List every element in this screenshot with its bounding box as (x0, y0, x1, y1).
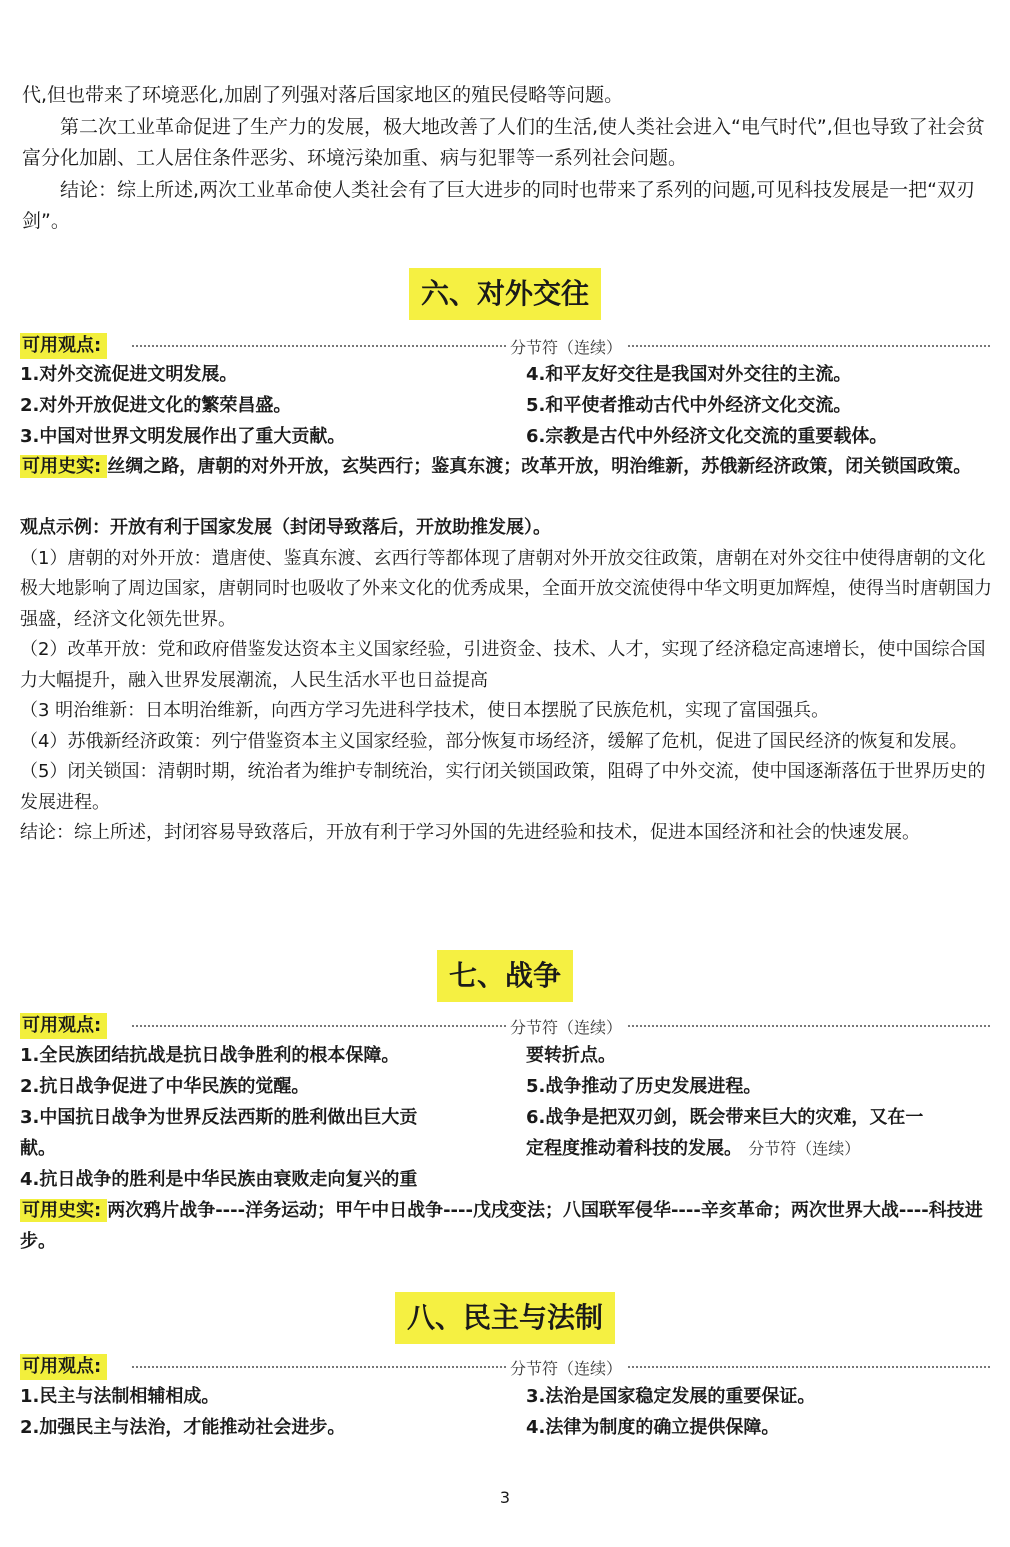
section-break-label: 分节符（连续） (506, 337, 626, 359)
viewpoint-item: 1.民主与法制相辅相成。 (20, 1386, 220, 1407)
viewpoints-label: 可用观点: (20, 1354, 107, 1380)
viewpoint-item: 6.战争是把双刃剑，既会带来巨大的灾难，又在一 (526, 1107, 924, 1128)
section-6-facts (20, 452, 992, 483)
intro-line-1: 代,但也带来了环境恶化,加剧了列强对落后国家地区的殖民侵略等问题。 (22, 84, 624, 106)
section-6-conclusion: 结论：综上所述，封闭容易导致落后，开放有利于学习外国的先进经验和技术，促进本国经济和社会的快速发展。 (20, 822, 920, 843)
viewpoint-item: 3.中国抗日战争为世界反法西斯的胜利做出巨大贡 (20, 1107, 418, 1128)
viewpoint-item: 2.加强民主与法治，才能推动社会进步。 (20, 1417, 346, 1438)
section-6-viewpoints-header (20, 333, 990, 357)
viewpoints-left-column (20, 359, 345, 452)
facts-text: 丝绸之路，唐朝的对外开放，玄奘西行；鉴真东渡；改革开放，明治维新，苏俄新经济政策，闭关锁国政策。 (107, 456, 972, 477)
viewpoint-item (526, 1133, 923, 1164)
section-break-label: 分节符（连续） (748, 1139, 861, 1158)
viewpoint-item: 4.抗日战争的胜利是中华民族由衰败走向复兴的重 (20, 1169, 418, 1190)
viewpoint-item: 5.和平使者推动古代中外经济文化交流。 (526, 395, 852, 416)
viewpoints-right-column (526, 1040, 923, 1164)
example-title: 观点示例：开放有利于国家发展（封闭导致落后，开放助推发展）。 (20, 517, 551, 538)
viewpoint-text: 定程度推动着科技的发展。 (526, 1138, 742, 1159)
viewpoint-item: 5.战争推动了历史发展进程。 (526, 1076, 762, 1097)
viewpoint-item: 4.法律为制度的确立提供保障。 (526, 1417, 780, 1438)
section-6-heading (0, 268, 1010, 320)
section-8-viewpoints (20, 1381, 990, 1446)
viewpoints-right-column (526, 1381, 815, 1443)
example-item-5: （5）闭关锁国：清朝时期，统治者为维护专制统治，实行闭关锁国政策，阻碍了中外交流，使中国逐渐落伍于世界历史的发展进程。 (20, 761, 986, 813)
viewpoint-item: 献。 (20, 1138, 56, 1159)
viewpoint-item: 4.和平友好交往是我国对外交往的主流。 (526, 364, 852, 385)
intro-text (22, 80, 992, 238)
section-6-viewpoints (20, 359, 990, 454)
intro-line-3: 结论：综上所述,两次工业革命使人类社会有了巨大进步的同时也带来了系列的问题,可见科技发展是一把“双刃剑”。 (22, 178, 975, 232)
example-item-3: （3 明治维新：日本明治维新，向西方学习先进科学技术，使日本摆脱了民族危机，实现了富国强兵。 (20, 700, 830, 721)
viewpoint-item: 3.法治是国家稳定发展的重要保证。 (526, 1386, 816, 1407)
viewpoints-left-column (20, 1040, 417, 1195)
viewpoint-item: 1.全民族团结抗战是抗日战争胜利的根本保障。 (20, 1045, 400, 1066)
viewpoint-item: 6.宗教是古代中外经济文化交流的重要载体。 (526, 426, 888, 447)
section-7-viewpoints-header (20, 1013, 990, 1037)
section-6-examples (20, 513, 992, 849)
section-7-viewpoints (20, 1040, 990, 1200)
viewpoint-item: 2.抗日战争促进了中华民族的觉醒。 (20, 1076, 310, 1097)
section-8-heading (0, 1292, 1010, 1344)
section-7-facts (20, 1196, 992, 1257)
section-break-label: 分节符（连续） (506, 1017, 626, 1039)
section-7-title: 七、战争 (437, 950, 573, 1002)
example-item-4: （4）苏俄新经济政策：列宁借鉴资本主义国家经验，部分恢复市场经济，缓解了危机，促进了国民经济的恢复和发展。 (20, 730, 968, 752)
section-break-label: 分节符（连续） (506, 1358, 626, 1380)
section-8-title: 八、民主与法制 (395, 1292, 615, 1344)
facts-label: 可用史实: (20, 455, 107, 478)
intro-line-2: 第二次工业革命促进了生产力的发展，极大地改善了人们的生活,使人类社会进入“电气时代”,但也导致了社会贫富分化加剧、工人居住条件恶劣、环境污染加重、病与犯罪等一系列社会问题。 (22, 115, 985, 169)
example-item-2: （2）改革开放：党和政府借鉴发达资本主义国家经验，引进资金、技术、人才，实现了经济稳定高速增长，使中国综合国力大幅提升，融入世界发展潮流，人民生活水平也日益提高 (20, 639, 986, 691)
viewpoint-item: 2.对外开放促进文化的繁荣昌盛。 (20, 395, 292, 416)
section-8-viewpoints-header (20, 1354, 990, 1378)
page-number: 3 (499, 1488, 511, 1507)
viewpoints-label: 可用观点: (20, 333, 107, 359)
facts-label: 可用史实: (20, 1199, 107, 1222)
viewpoints-label: 可用观点: (20, 1013, 107, 1039)
viewpoint-item: 要转折点。 (526, 1045, 616, 1066)
viewpoints-right-column (526, 359, 887, 452)
viewpoint-item: 3.中国对世界文明发展作出了重大贡献。 (20, 426, 346, 447)
viewpoint-item: 1.对外交流促进文明发展。 (20, 364, 238, 385)
viewpoints-left-column (20, 1381, 345, 1443)
facts-text: 两次鸦片战争----洋务运动；甲午中日战争----戊戌变法；八国联军侵华----辛亥革命；两次世界大战----科技进步。 (20, 1200, 983, 1252)
example-item-1: （1）唐朝的对外开放：遣唐使、鉴真东渡、玄西行等都体现了唐朝对外开放交往政策，唐朝在对外交往中使得唐朝的文化极大地影响了周边国家，唐朝同时也吸收了外来文化的优秀成果，全面开放交流使得中华文明更加辉煌，使得当时唐朝国力强盛，经济文化领先世界。 (20, 547, 992, 630)
section-6-title: 六、对外交往 (409, 268, 601, 320)
section-7-heading (0, 950, 1010, 1002)
